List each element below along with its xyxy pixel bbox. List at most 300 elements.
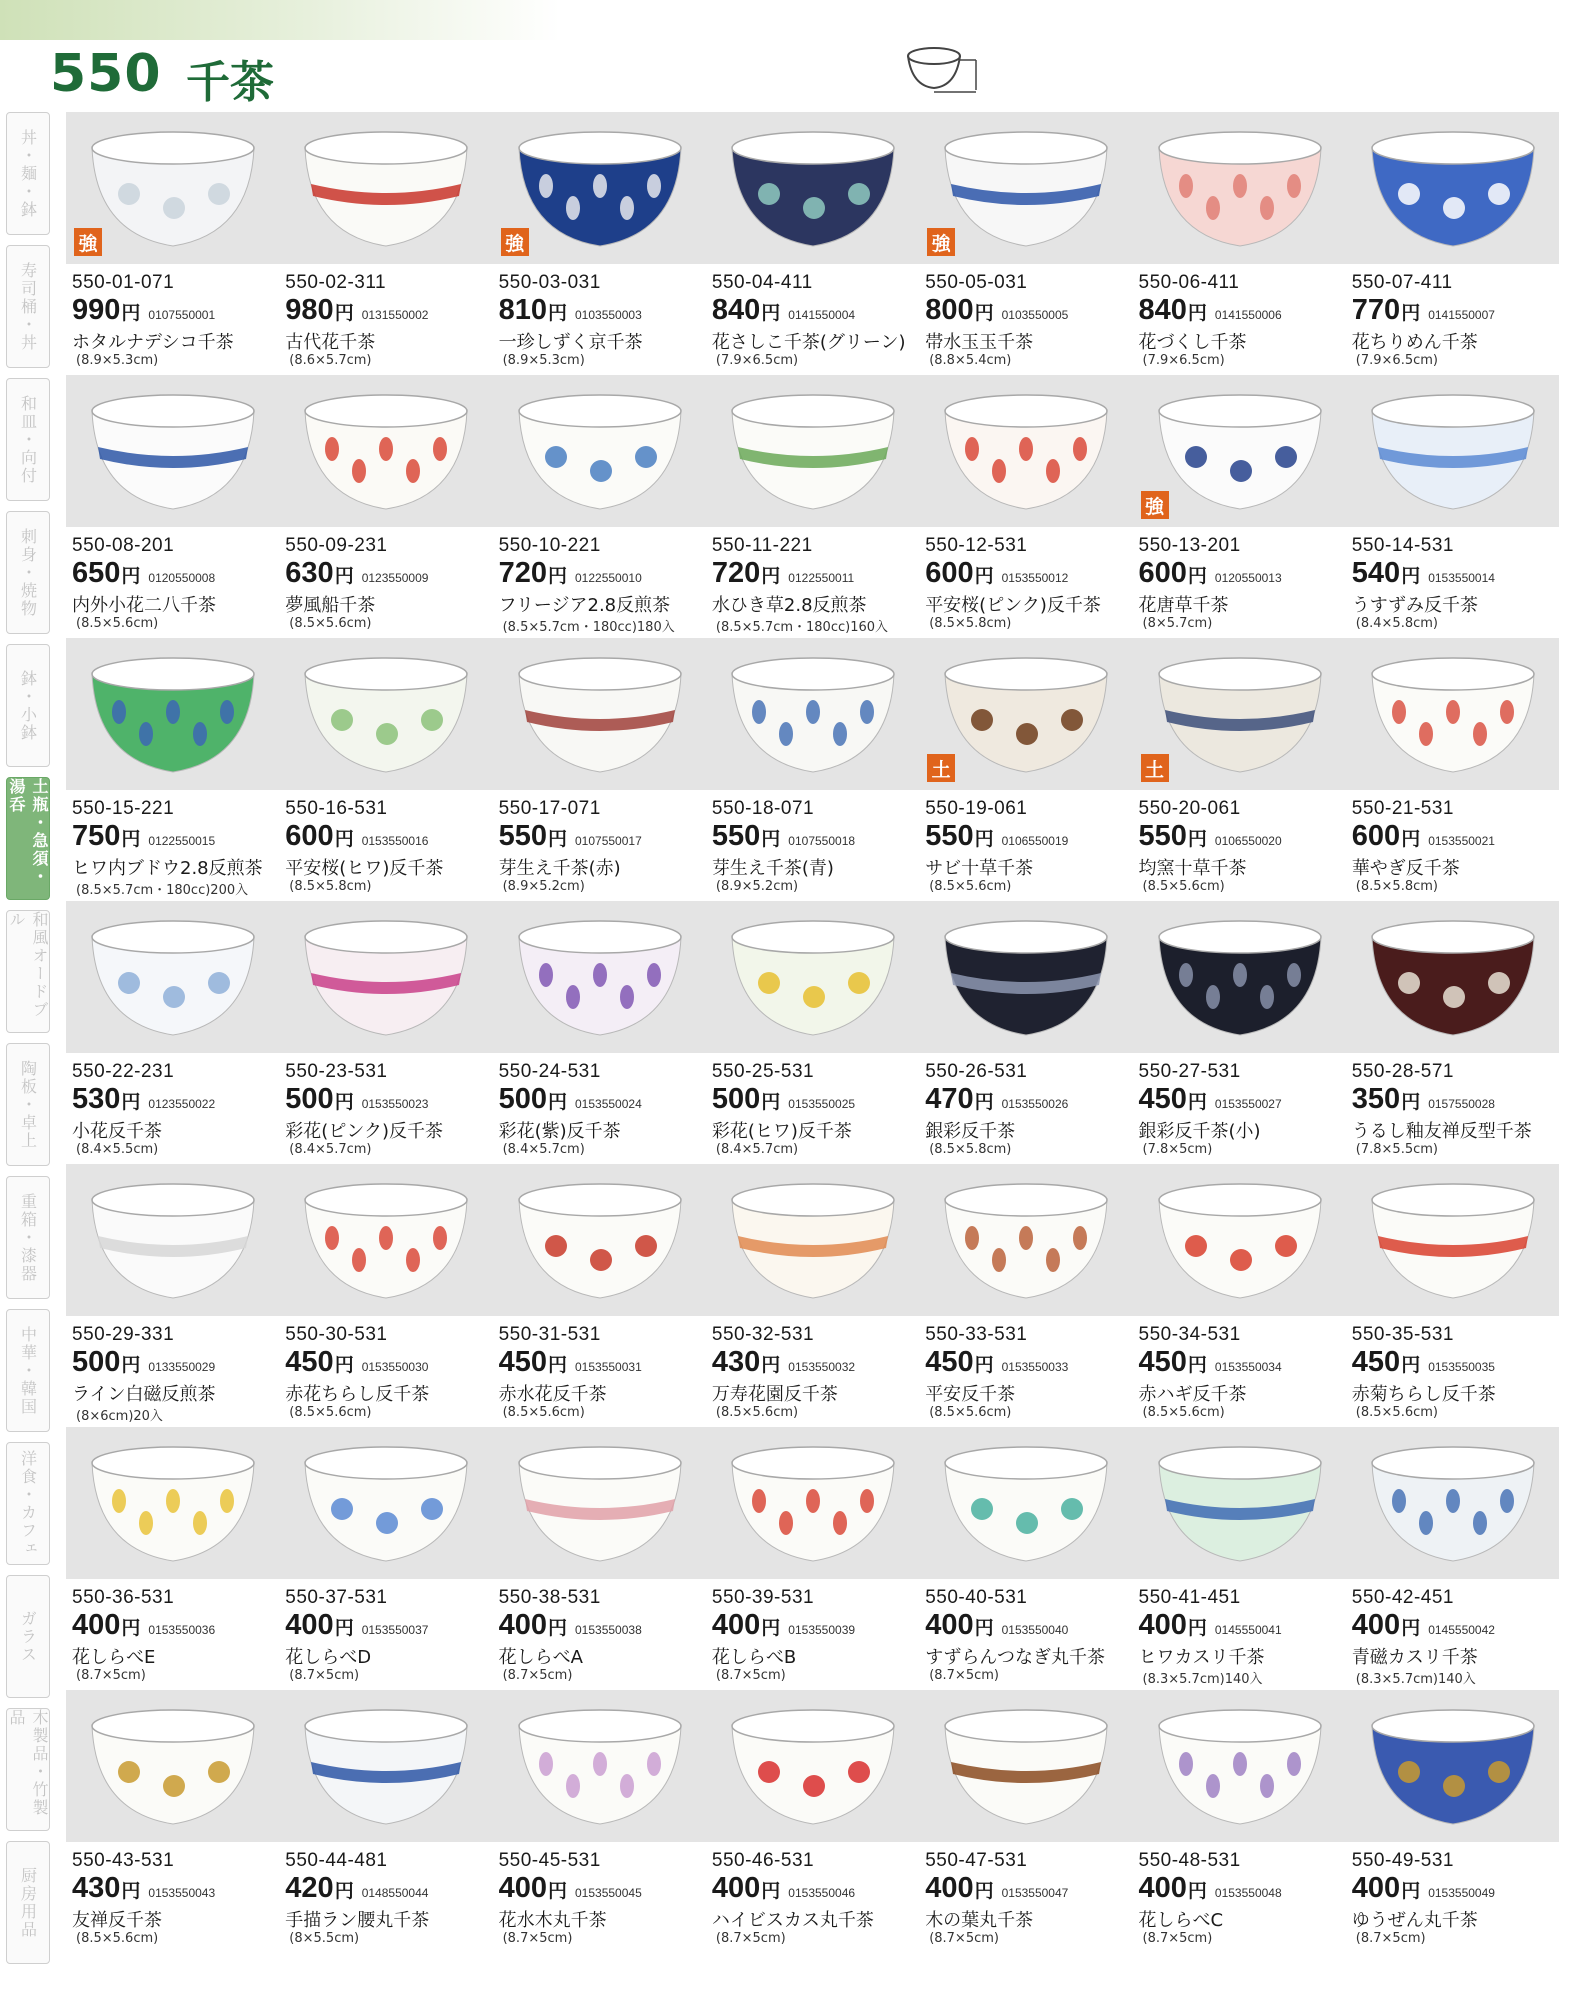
product-jan-code: 0153550043 — [148, 1886, 216, 1900]
yen-unit: 円 — [334, 565, 354, 587]
yen-unit: 円 — [334, 1354, 354, 1376]
product-jan-code: 0153550016 — [361, 834, 429, 848]
product-code: 550-30-531 — [285, 1324, 388, 1345]
product-price: 500 — [711, 1083, 761, 1115]
product-price: 600 — [925, 557, 974, 589]
teacup-illustration — [937, 1176, 1115, 1308]
product-price: 500 — [285, 1083, 334, 1115]
product-price: 400 — [498, 1609, 547, 1641]
product-card[interactable] — [493, 1427, 706, 1690]
product-code: 550-05-031 — [925, 272, 1028, 293]
product-name: 花しらべB — [711, 1647, 797, 1668]
teacup-illustration — [84, 650, 262, 782]
price-line — [1139, 1609, 1282, 1642]
yen-unit: 円 — [334, 1091, 354, 1113]
teacup-illustration — [937, 387, 1115, 519]
product-name: 赤菊ちらし反千茶 — [1351, 1384, 1496, 1405]
index-tab[interactable] — [6, 1708, 50, 1831]
teacup-illustration — [1151, 913, 1329, 1045]
price-line — [499, 294, 642, 327]
product-code: 550-40-531 — [925, 1587, 1028, 1608]
product-name: 花水木丸千茶 — [498, 1910, 607, 1931]
product-price: 400 — [711, 1609, 761, 1641]
product-photo — [1133, 375, 1346, 527]
product-price: 450 — [925, 1346, 974, 1378]
yen-unit: 円 — [1401, 1880, 1421, 1902]
product-card[interactable] — [1133, 638, 1346, 901]
product-size: (8.8×5.4cm) — [929, 353, 1012, 368]
yen-unit: 円 — [761, 1617, 781, 1639]
product-price: 430 — [711, 1346, 761, 1378]
price-line — [925, 1083, 1068, 1116]
product-code: 550-11-221 — [711, 535, 813, 556]
price-line — [1139, 820, 1282, 853]
product-name: ハイビスカス丸千茶 — [711, 1910, 874, 1931]
product-photo — [706, 1427, 919, 1579]
product-size: (8.5×5.6cm) — [929, 1405, 1012, 1420]
yen-unit: 円 — [547, 302, 567, 324]
product-card[interactable] — [279, 1690, 492, 1953]
product-size: (8.7×5cm) — [76, 1668, 146, 1683]
product-photo — [919, 375, 1132, 527]
product-card[interactable] — [66, 112, 279, 375]
index-tab[interactable] — [6, 1309, 50, 1432]
product-jan-code: 0141550004 — [788, 308, 856, 322]
product-size: (8.4×5.5cm) — [76, 1142, 159, 1157]
index-tab-label: 和風オードブル — [7, 911, 49, 1019]
price-line — [499, 557, 642, 590]
product-card[interactable] — [706, 112, 919, 375]
product-card[interactable] — [279, 112, 492, 375]
product-price: 550 — [925, 820, 974, 852]
price-line — [1139, 557, 1282, 590]
product-jan-code: 0148550044 — [361, 1886, 429, 1900]
product-card[interactable] — [493, 638, 706, 901]
yen-unit: 円 — [974, 1617, 994, 1639]
index-tab[interactable] — [6, 245, 50, 368]
product-code: 550-34-531 — [1138, 1324, 1241, 1345]
yen-unit: 円 — [334, 1880, 354, 1902]
product-price: 990 — [72, 294, 121, 326]
product-size: (8.5×5.7cm・180cc)180入 — [502, 620, 675, 635]
yen-unit: 円 — [121, 828, 141, 850]
product-photo — [919, 901, 1132, 1053]
price-line — [1139, 1872, 1282, 1905]
product-size: (8.5×5.6cm) — [289, 616, 372, 631]
product-size: (8×5.5cm) — [289, 1931, 360, 1946]
price-line — [712, 1346, 855, 1379]
index-tab-label: 鉢・小鉢 — [18, 669, 38, 742]
product-card[interactable] — [1133, 1427, 1346, 1690]
product-photo — [919, 1164, 1132, 1316]
price-line — [285, 1346, 428, 1379]
product-code: 550-29-331 — [72, 1324, 175, 1345]
product-jan-code: 0153550030 — [361, 1360, 429, 1374]
teacup-illustration — [84, 1176, 262, 1308]
product-card[interactable] — [279, 1427, 492, 1690]
product-code: 550-04-411 — [711, 272, 813, 293]
product-card[interactable] — [706, 901, 919, 1164]
price-line — [72, 1346, 215, 1379]
teacup-illustration — [297, 1702, 475, 1834]
teacup-illustration — [1364, 1176, 1542, 1308]
product-price: 350 — [1351, 1083, 1401, 1115]
product-card[interactable] — [919, 112, 1132, 375]
index-tab-label: 陶板・卓上 — [18, 1059, 38, 1150]
product-card[interactable] — [1133, 901, 1346, 1164]
product-size: (8.7×5cm) — [1142, 1931, 1213, 1946]
product-name: 内外小花二八千茶 — [72, 595, 216, 616]
yen-unit: 円 — [1401, 565, 1421, 587]
product-name: 万寿花園反千茶 — [711, 1384, 838, 1405]
product-card[interactable] — [919, 1690, 1132, 1953]
product-card[interactable] — [706, 1690, 919, 1953]
product-price: 630 — [285, 557, 334, 589]
teacup-illustration — [724, 124, 902, 256]
index-tab[interactable] — [6, 511, 50, 634]
product-size: (8.9×5.2cm) — [715, 879, 799, 894]
product-card[interactable] — [1346, 901, 1559, 1164]
product-size: (8.7×5cm) — [715, 1668, 786, 1683]
teacup-illustration — [724, 650, 902, 782]
product-size: (8.5×5.6cm) — [715, 1405, 799, 1420]
index-tab[interactable] — [6, 1841, 50, 1964]
price-line — [712, 820, 855, 853]
product-jan-code: 0106550019 — [1001, 834, 1069, 848]
product-card[interactable] — [1133, 112, 1346, 375]
product-jan-code: 0153550025 — [788, 1097, 856, 1111]
product-jan-code: 0153550021 — [1428, 834, 1495, 848]
strength-badge: 強 — [501, 228, 529, 256]
product-code: 550-20-061 — [1138, 798, 1241, 819]
price-line — [72, 1609, 215, 1642]
teacup-illustration — [937, 1702, 1115, 1834]
product-code: 550-44-481 — [285, 1850, 388, 1871]
product-name: 彩花(ピンク)反千茶 — [285, 1121, 443, 1142]
yen-unit: 円 — [547, 1354, 567, 1376]
teacup-illustration — [1151, 650, 1329, 782]
product-code: 550-42-451 — [1351, 1587, 1454, 1608]
product-price: 500 — [498, 1083, 547, 1115]
product-name: 花しらべD — [285, 1647, 372, 1668]
product-card[interactable] — [66, 1690, 279, 1953]
product-size: (8.5×5.7cm・180cc)160入 — [715, 620, 889, 635]
teacup-illustration — [511, 1702, 689, 1834]
product-name: 平安反千茶 — [925, 1384, 1016, 1405]
product-card[interactable] — [706, 1164, 919, 1427]
product-photo — [66, 375, 279, 527]
teacup-illustration — [84, 124, 262, 256]
product-name: 花づくし千茶 — [1138, 332, 1247, 353]
teacup-illustration — [1151, 1176, 1329, 1308]
product-jan-code: 0153550039 — [788, 1623, 856, 1637]
product-card[interactable] — [1346, 1427, 1559, 1690]
product-card[interactable] — [919, 638, 1132, 901]
product-code: 550-23-531 — [285, 1061, 388, 1082]
product-card[interactable] — [1346, 1690, 1559, 1953]
yen-unit: 円 — [334, 302, 354, 324]
product-card[interactable] — [493, 1690, 706, 1953]
product-photo — [493, 1427, 706, 1579]
product-card[interactable] — [919, 1427, 1132, 1690]
teacup-illustration — [937, 1439, 1115, 1571]
product-card[interactable] — [279, 375, 492, 638]
product-card[interactable] — [919, 1164, 1132, 1427]
product-name: 花しらべE — [72, 1647, 156, 1668]
product-price: 530 — [72, 1083, 121, 1115]
product-card[interactable] — [493, 112, 706, 375]
teacup-illustration — [297, 1439, 475, 1571]
product-photo — [1346, 1690, 1559, 1842]
index-tab[interactable] — [6, 112, 50, 235]
product-jan-code: 0153550024 — [575, 1097, 642, 1111]
product-jan-code: 0122550011 — [788, 571, 855, 585]
product-jan-code: 0153550047 — [1001, 1886, 1069, 1900]
product-code: 550-22-231 — [72, 1061, 175, 1082]
yen-unit: 円 — [761, 565, 781, 587]
price-line — [925, 820, 1068, 853]
product-price: 600 — [1351, 820, 1401, 852]
product-code: 550-41-451 — [1138, 1587, 1241, 1608]
price-line — [499, 820, 642, 853]
teacup-illustration — [724, 1439, 902, 1571]
product-photo — [279, 638, 492, 790]
product-jan-code: 0153550023 — [361, 1097, 429, 1111]
teacup-illustration — [84, 913, 262, 1045]
teacup-illustration — [297, 650, 475, 782]
product-card[interactable] — [1346, 1164, 1559, 1427]
teacup-illustration — [1364, 124, 1542, 256]
product-card[interactable] — [1346, 112, 1559, 375]
product-photo — [493, 375, 706, 527]
product-card[interactable] — [1346, 375, 1559, 638]
product-size: (8.5×5.8cm) — [929, 616, 1012, 631]
product-size: (8.5×5.7cm・180cc)200入 — [76, 883, 249, 898]
product-name: サビ十草千茶 — [925, 858, 1034, 879]
product-name: 花しらべA — [498, 1647, 583, 1668]
product-size: (8.7×5cm) — [1355, 1931, 1426, 1946]
product-card[interactable] — [1133, 375, 1346, 638]
product-card[interactable] — [1346, 638, 1559, 901]
index-tab[interactable] — [6, 777, 50, 900]
strength-badge: 強 — [74, 228, 102, 256]
index-tab[interactable] — [6, 378, 50, 501]
product-photo — [1346, 375, 1559, 527]
product-photo — [1346, 1427, 1559, 1579]
product-size: (8.4×5.7cm) — [289, 1142, 372, 1157]
product-name: 芽生え千茶(赤) — [498, 858, 621, 879]
product-name: 銀彩反千茶 — [925, 1121, 1016, 1142]
product-price: 400 — [1351, 1609, 1401, 1641]
price-line — [712, 1609, 855, 1642]
product-jan-code: 0123550009 — [361, 571, 429, 585]
product-card[interactable] — [493, 375, 706, 638]
product-photo — [279, 1164, 492, 1316]
product-card[interactable] — [279, 901, 492, 1164]
index-tab-label: 中華・韓国 — [18, 1325, 38, 1416]
price-line — [925, 1872, 1068, 1905]
product-price: 470 — [925, 1083, 974, 1115]
product-size: (8.3×5.7cm)140入 — [1142, 1672, 1263, 1687]
product-name: 花さしこ千茶(グリーン) — [711, 332, 906, 353]
price-line — [712, 1872, 855, 1905]
yen-unit: 円 — [334, 1617, 354, 1639]
product-row — [66, 375, 1559, 638]
price-line — [1352, 294, 1495, 327]
product-jan-code: 0145550041 — [1214, 1623, 1282, 1637]
product-jan-code: 0153550032 — [788, 1360, 856, 1374]
product-jan-code: 0122550010 — [575, 571, 642, 585]
product-code: 550-06-411 — [1138, 272, 1240, 293]
product-card[interactable] — [1133, 1164, 1346, 1427]
product-card[interactable] — [279, 638, 492, 901]
product-price: 420 — [285, 1872, 334, 1904]
index-tab[interactable] — [6, 1575, 50, 1698]
price-line — [285, 1872, 428, 1905]
teacup-illustration — [937, 124, 1115, 256]
product-jan-code: 0145550042 — [1428, 1623, 1495, 1637]
product-card[interactable] — [919, 375, 1132, 638]
price-line — [1352, 557, 1495, 590]
yen-unit: 円 — [547, 1617, 567, 1639]
product-price: 770 — [1351, 294, 1401, 326]
product-photo — [66, 1427, 279, 1579]
product-grid — [66, 112, 1559, 1953]
product-card[interactable] — [279, 1164, 492, 1427]
product-card[interactable] — [66, 1164, 279, 1427]
product-jan-code: 0107550017 — [575, 834, 642, 848]
product-jan-code: 0153550045 — [575, 1886, 642, 1900]
product-size: (8.6×5.7cm) — [289, 353, 372, 368]
product-card[interactable] — [493, 1164, 706, 1427]
yen-unit: 円 — [1401, 828, 1421, 850]
yen-unit: 円 — [974, 1354, 994, 1376]
product-size: (8.7×5cm) — [289, 1668, 360, 1683]
product-price: 450 — [498, 1346, 547, 1378]
product-photo — [1346, 112, 1559, 264]
product-jan-code: 0103550005 — [1001, 308, 1069, 322]
product-row — [66, 1427, 1559, 1690]
product-name: 華やぎ反千茶 — [1351, 858, 1460, 879]
teacup-illustration — [84, 387, 262, 519]
product-size: (8.9×5.2cm) — [502, 879, 585, 894]
product-size: (7.9×6.5cm) — [1355, 353, 1438, 368]
product-card[interactable] — [66, 901, 279, 1164]
product-card[interactable] — [1133, 1690, 1346, 1953]
product-row — [66, 112, 1559, 375]
product-name: 均窯十草千茶 — [1138, 858, 1247, 879]
product-jan-code: 0120550013 — [1214, 571, 1282, 585]
price-line — [1352, 820, 1495, 853]
teacup-illustration — [1364, 387, 1542, 519]
yen-unit: 円 — [121, 1880, 141, 1902]
product-card[interactable] — [66, 638, 279, 901]
product-name: 芽生え千茶(青) — [711, 858, 834, 879]
product-price: 550 — [498, 820, 547, 852]
product-size: (8.5×5.6cm) — [289, 1405, 372, 1420]
product-size: (8.7×5cm) — [502, 1931, 573, 1946]
product-price: 450 — [1138, 1083, 1187, 1115]
product-photo — [1346, 901, 1559, 1053]
yen-unit: 円 — [1187, 565, 1207, 587]
price-line — [499, 1083, 642, 1116]
index-tab[interactable] — [6, 910, 50, 1033]
product-code: 550-49-531 — [1351, 1850, 1454, 1871]
yen-unit: 円 — [121, 1354, 141, 1376]
product-size: (8.5×5.8cm) — [1355, 879, 1438, 894]
index-tab-label: 丼・麺・鉢 — [18, 128, 38, 219]
product-photo — [706, 638, 919, 790]
product-code: 550-46-531 — [711, 1850, 815, 1871]
product-card[interactable] — [66, 375, 279, 638]
product-price: 750 — [72, 820, 121, 852]
product-size: (8.5×5.6cm) — [76, 616, 159, 631]
product-card[interactable] — [706, 1427, 919, 1690]
product-photo — [1133, 1690, 1346, 1842]
product-code: 550-01-071 — [72, 272, 175, 293]
price-line — [1139, 1346, 1282, 1379]
teacup-illustration — [1364, 1702, 1542, 1834]
product-jan-code: 0122550015 — [148, 834, 216, 848]
product-code: 550-03-031 — [498, 272, 601, 293]
product-photo — [493, 112, 706, 264]
yen-unit: 円 — [761, 1880, 781, 1902]
product-card[interactable] — [919, 901, 1132, 1164]
yen-unit: 円 — [121, 1617, 141, 1639]
product-photo — [66, 901, 279, 1053]
index-tab-label: 刺身・焼物 — [18, 527, 38, 618]
product-name: 赤水花反千茶 — [498, 1384, 607, 1405]
strength-badge: 強 — [927, 228, 955, 256]
product-photo — [279, 112, 492, 264]
product-jan-code: 0141550006 — [1214, 308, 1282, 322]
index-tab[interactable] — [6, 1043, 50, 1166]
product-size: (7.9×6.5cm) — [1142, 353, 1225, 368]
product-code: 550-15-221 — [72, 798, 175, 819]
price-line — [285, 820, 428, 853]
product-size: (8.4×5.8cm) — [1355, 616, 1438, 631]
product-jan-code: 0120550008 — [148, 571, 216, 585]
product-card[interactable] — [706, 638, 919, 901]
index-tab[interactable] — [6, 644, 50, 767]
teacup-illustration — [1151, 1439, 1329, 1571]
product-code: 550-08-201 — [72, 535, 175, 556]
teacup-illustration — [1151, 387, 1329, 519]
product-photo — [919, 1690, 1132, 1842]
index-tab[interactable] — [6, 1176, 50, 1299]
teacup-illustration — [724, 1176, 902, 1308]
yen-unit: 円 — [1187, 828, 1207, 850]
product-photo — [706, 1164, 919, 1316]
product-card[interactable] — [493, 901, 706, 1164]
teacup-illustration — [297, 387, 475, 519]
price-line — [285, 557, 428, 590]
product-code: 550-39-531 — [711, 1587, 815, 1608]
teacup-illustration — [724, 913, 902, 1045]
price-line — [1352, 1346, 1495, 1379]
product-code: 550-21-531 — [1351, 798, 1454, 819]
product-code: 550-24-531 — [498, 1061, 601, 1082]
header-decoration — [0, 0, 560, 40]
product-photo — [279, 901, 492, 1053]
product-card[interactable] — [706, 375, 919, 638]
product-code: 550-19-061 — [925, 798, 1028, 819]
index-tab[interactable] — [6, 1442, 50, 1565]
product-card[interactable] — [66, 1427, 279, 1690]
product-price: 840 — [711, 294, 761, 326]
product-name: フリージア2.8反煎茶 — [498, 595, 671, 616]
product-row — [66, 1164, 1559, 1427]
